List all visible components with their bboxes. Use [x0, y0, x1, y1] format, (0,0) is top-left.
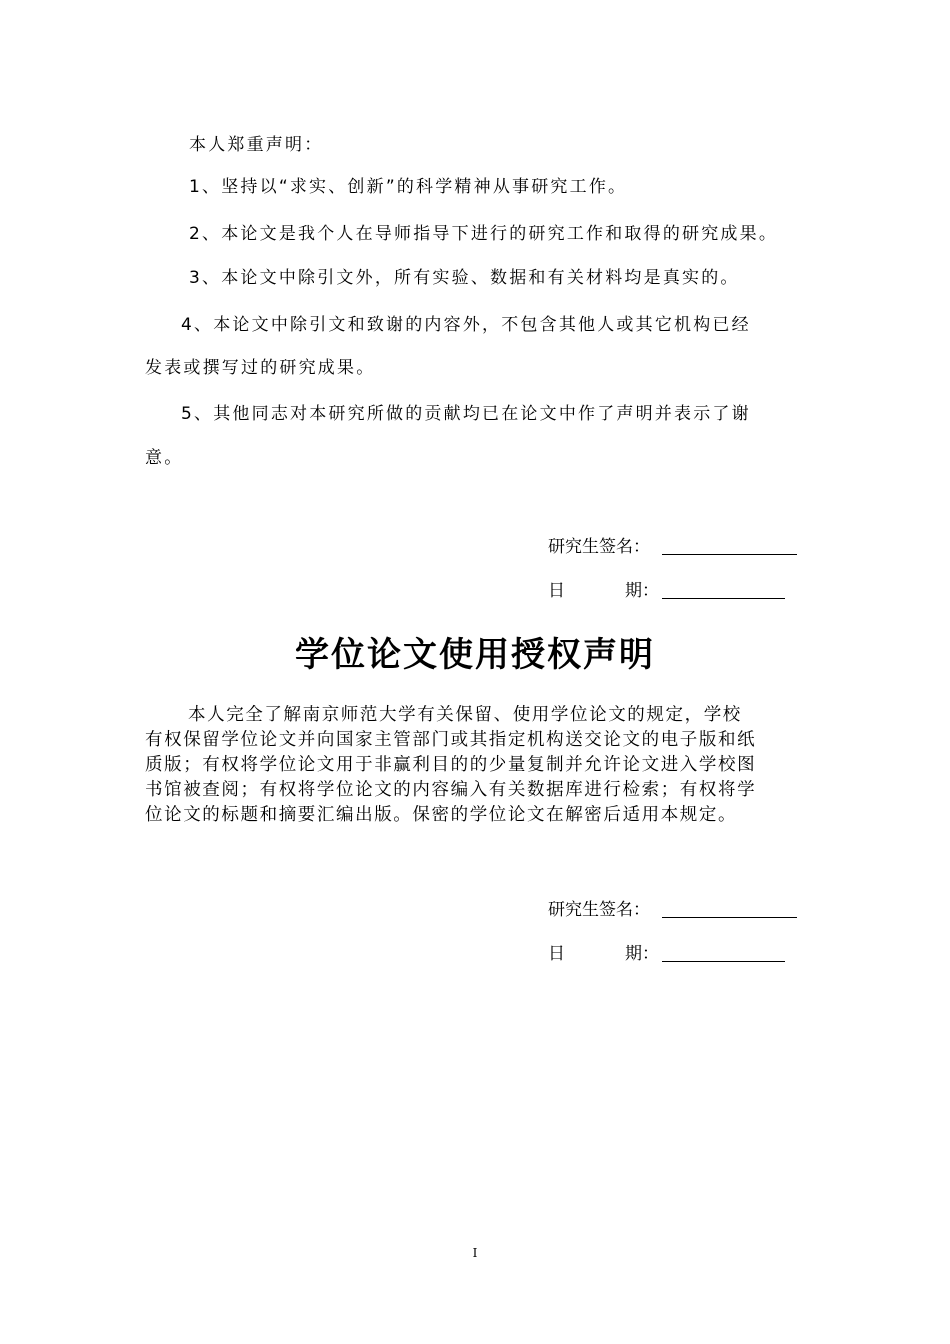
authorization-title: 学位论文使用授权声明 — [295, 635, 655, 675]
authorization-line-5: 位论文的标题和摘要汇编出版。保密的学位论文在解密后适用本规定。 — [145, 805, 738, 825]
authorization-line-2: 有权保留学位论文并向国家主管部门或其指定机构送交论文的电子版和纸 — [145, 730, 757, 750]
declaration-item-2: 2、本论文是我个人在导师指导下进行的研究工作和取得的研究成果。 — [189, 224, 779, 244]
declaration-item-5: 5、其他同志对本研究所做的贡献均已在论文中作了声明并表示了谢 — [181, 404, 751, 424]
declaration-item-4: 4、本论文中除引文和致谢的内容外，不包含其他人或其它机构已经 — [181, 315, 751, 335]
authorization-line-4: 书馆被查阅；有权将学位论文的内容编入有关数据库进行检索；有权将学 — [145, 780, 757, 800]
date-label-char-2: 期： — [625, 581, 659, 601]
date-label-char-1: 日 — [548, 581, 565, 601]
declaration-item-5-continued: 意。 — [145, 448, 184, 468]
signature-label: 研究生签名： — [548, 537, 650, 557]
date-line — [662, 598, 785, 599]
authorization-line-3: 质版；有权将学位论文用于非赢利目的的少量复制并允许论文进入学校图 — [145, 755, 757, 775]
signature-label: 研究生签名： — [548, 900, 650, 920]
signature-line — [662, 917, 797, 918]
page-number: I — [472, 1246, 478, 1260]
declaration-item-4-continued: 发表或撰写过的研究成果。 — [145, 358, 376, 378]
date-label-char-2: 期： — [625, 944, 659, 964]
signature-line — [662, 554, 797, 555]
date-label-char-1: 日 — [548, 944, 565, 964]
date-line — [662, 961, 785, 962]
declaration-intro: 本人郑重声明： — [189, 135, 324, 155]
declaration-item-1: 1、坚持以“求实、创新”的科学精神从事研究工作。 — [189, 177, 628, 197]
authorization-line-1: 本人完全了解南京师范大学有关保留、使用学位论文的规定，学校 — [188, 705, 742, 725]
declaration-item-3: 3、本论文中除引文外，所有实验、数据和有关材料均是真实的。 — [189, 268, 740, 288]
